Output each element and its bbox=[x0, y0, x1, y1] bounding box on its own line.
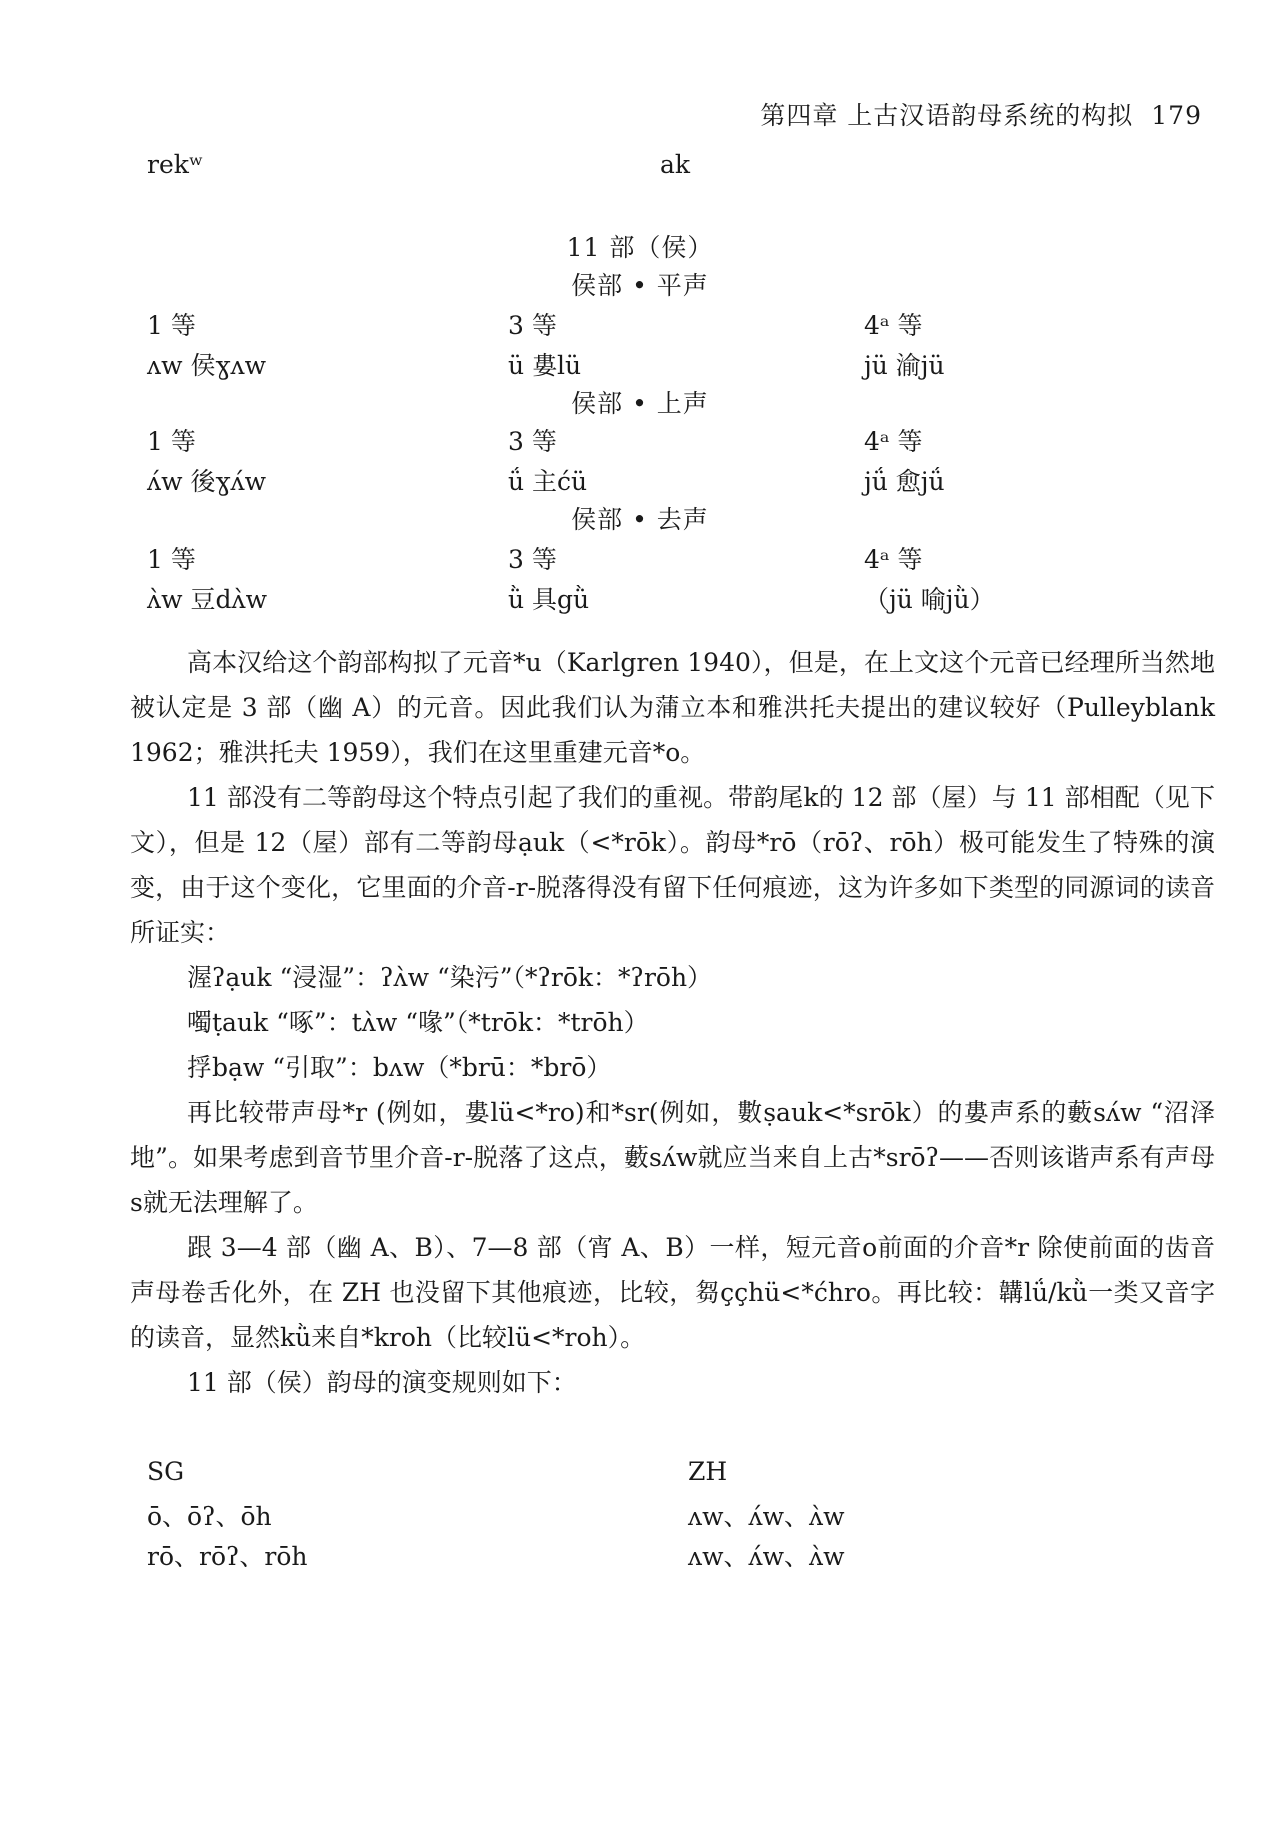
rules-cell: ō、ōʔ、ōh bbox=[147, 1502, 272, 1531]
paragraph: 高本汉给这个韵部构拟了元音*u（Karlgren 1940），但是，在上文这个元音已经理所当然地被认定是 3 部（幽 A）的元音。因此我们认为蒲立本和雅洪托夫提出的建议较好（Pulleyblank 1962；雅洪托夫 1959），我们在这里重建元音*o。 bbox=[130, 648, 1215, 767]
header-cell: 1 等 bbox=[147, 427, 196, 456]
value-cell: ʌ̀w 豆dʌ̀w bbox=[147, 585, 267, 614]
rules-cell: rō、rōʔ、rōh bbox=[147, 1542, 308, 1571]
header-cell: 3 等 bbox=[508, 545, 557, 574]
paragraph: 跟 3—4 部（幽 A、B）、7—8 部（宵 A、B）一样，短元音o前面的介音*r 除使前面的齿音声母卷舌化外，在 ZH 也没留下其他痕迹，比较，芻ççhü<*ćhro。再比较：韝lǘ/kǜ一类又音字的读音，显然kǜ来自*kroh（比较lü<*roh）。 bbox=[130, 1233, 1215, 1352]
example-line: 捊bạw “引取”：bʌw（*brū：*brō） bbox=[187, 1053, 612, 1082]
example-line: 渥ʔạuk “浸湿”：ʔʌ̀w “染污”（*ʔrōk：*ʔrōh） bbox=[187, 963, 713, 992]
value-cell: ʌ́w 後ɣʌ́w bbox=[147, 467, 266, 496]
rules-cell: ʌw、ʌ́w、ʌ̀w bbox=[688, 1542, 845, 1571]
top-row-right: ak bbox=[660, 150, 691, 179]
subsection-title: 侯部 • 去声 bbox=[571, 505, 709, 534]
running-head bbox=[760, 96, 1202, 132]
value-cell: ǘ 主ćü bbox=[508, 467, 588, 496]
chapter-title: 第四章 上古汉语韵母系统的构拟 bbox=[760, 101, 1134, 130]
header-cell: 4ᵃ 等 bbox=[864, 311, 923, 340]
header-cell: 4ᵃ 等 bbox=[864, 545, 923, 574]
value-cell: jǘ 愈jǘ bbox=[864, 467, 945, 496]
paragraph: 再比较带声母*r (例如，婁lü<*ro)和*sr(例如，數ṣauk<*srōk）的婁声系的藪sʌ́w “沼泽地”。如果考虑到音节里介音-r-脱落了这点，藪sʌ́w就应当来自上古*srōʔ——否则该谐声系有声母s就无法理解了。 bbox=[130, 1098, 1215, 1217]
header-cell: 3 等 bbox=[508, 427, 557, 456]
value-cell: ǜ 具gǜ bbox=[508, 585, 590, 614]
rules-header-sg: SG bbox=[147, 1457, 185, 1486]
subsection-title: 侯部 • 平声 bbox=[571, 271, 709, 300]
top-row-left: rekʷ bbox=[147, 150, 204, 179]
example-line: 噣ṭauk “啄”：tʌ̀w “喙”（*trōk：*trōh） bbox=[187, 1008, 649, 1037]
subsection-title: 侯部 • 上声 bbox=[571, 389, 709, 418]
section-title: 11 部（侯） bbox=[566, 233, 714, 262]
value-cell: ʌw 侯ɣʌw bbox=[147, 351, 266, 380]
rules-header-zh: ZH bbox=[688, 1457, 728, 1486]
rules-cell: ʌw、ʌ́w、ʌ̀w bbox=[688, 1502, 845, 1531]
value-cell: ü 婁lü bbox=[508, 351, 582, 380]
header-cell: 4ᵃ 等 bbox=[864, 427, 923, 456]
header-cell: 3 等 bbox=[508, 311, 557, 340]
header-cell: 1 等 bbox=[147, 545, 196, 574]
value-cell: （jü 喻jǜ） bbox=[864, 585, 995, 614]
paragraph: 11 部（侯）韵母的演变规则如下： bbox=[187, 1368, 577, 1397]
page-number: 179 bbox=[1151, 101, 1202, 130]
header-cell: 1 等 bbox=[147, 311, 196, 340]
value-cell: jü 渝jü bbox=[864, 351, 945, 380]
paragraph: 11 部没有二等韵母这个特点引起了我们的重视。带韵尾k的 12 部（屋）与 11 部相配（见下文），但是 12（屋）部有二等韵母ạuk（<*rōk）。韵母*rō（rōʔ、rōh）极可能发生了特殊的演变，由于这个变化，它里面的介音-r-脱落得没有留下任何痕迹，这为许多如下类型的同源词的读音所证实： bbox=[130, 783, 1215, 947]
